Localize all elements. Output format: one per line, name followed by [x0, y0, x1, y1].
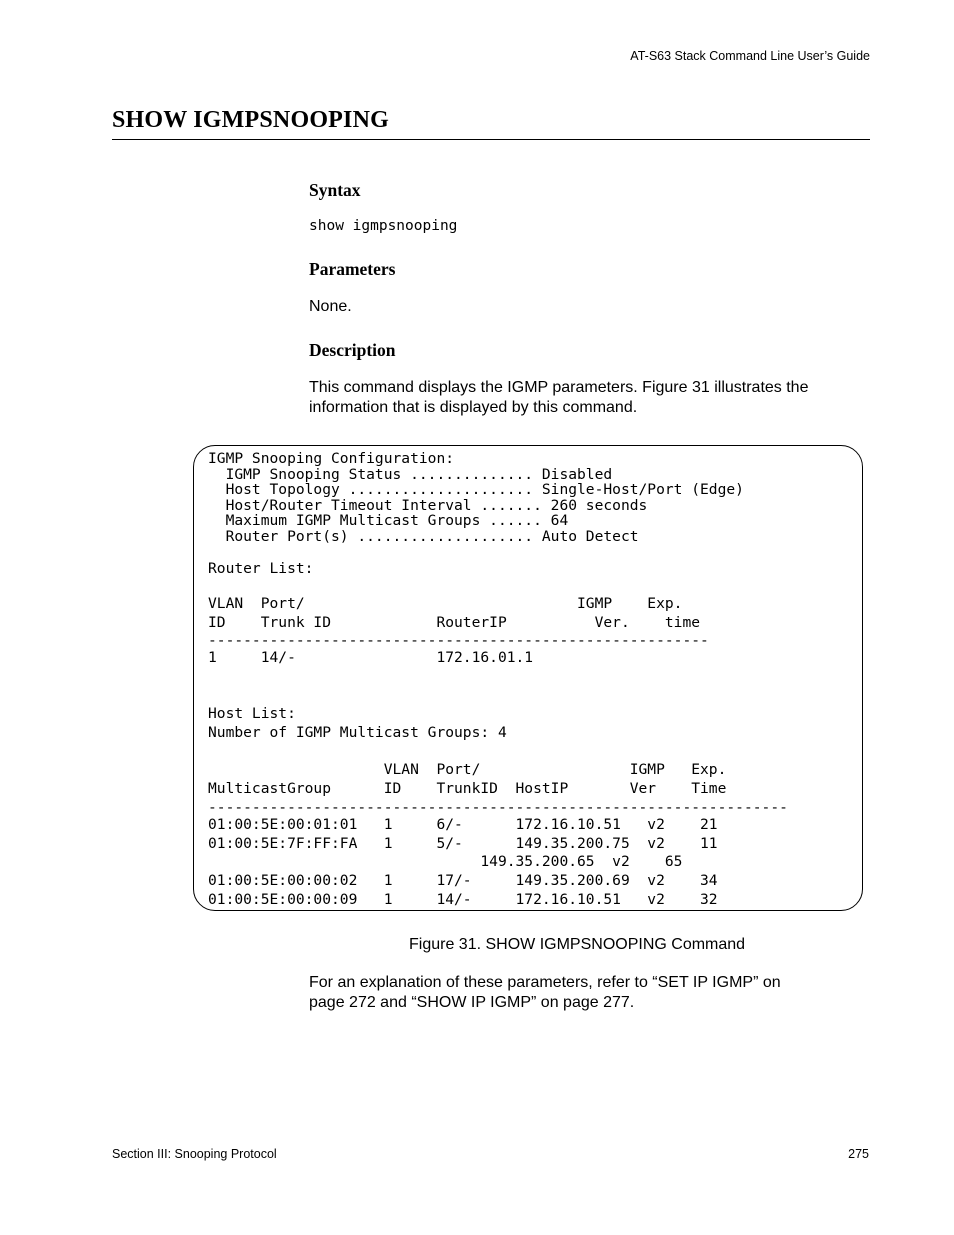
router-table-rows: 1 14/- 172.16.01.1 — [208, 649, 534, 666]
router-list-label: Router List: — [208, 560, 314, 577]
syntax-command: show igmpsnooping — [309, 218, 458, 234]
figure-caption: Figure 31. SHOW IGMPSNOOPING Command — [409, 936, 746, 953]
parameters-text: None. — [309, 298, 352, 315]
description-line-2: information that is displayed by this command. — [309, 399, 638, 416]
host-table-rows: 01:00:5E:00:01:01 1 6/- 172.16.10.51 v2 21 01:00:5E:7F:FF:FA 1 5/- 149.35.200.75 v2 11 149.35.200.65 v2 65 01:00:5E:00:00:02 1 17/- 149.35.200.69 v2 34 01:00:5E:00:00:09 1 14/- 172.16.10.51 v2 32 — [208, 816, 718, 908]
title-rule — [112, 139, 870, 140]
running-header: AT-S63 Stack Command Line User’s Guide — [630, 49, 870, 63]
page-title: SHOW IGMPSNOOPING — [112, 107, 389, 133]
explanation-line-1: For an explanation of these parameters, refer to “SET IP IGMP” on — [309, 974, 781, 991]
host-table-header: VLAN Port/ IGMP Exp. MulticastGroup ID TrunkID HostIP Ver Time ------------------------------------------------------------------ — [208, 761, 788, 816]
description-line-1: This command displays the IGMP parameters. Figure 31 illustrates the — [309, 379, 809, 396]
parameters-heading: Parameters — [309, 259, 396, 279]
router-table-header: VLAN Port/ IGMP Exp. ID Trunk ID RouterIP Ver. time --------------------------------------------------------- — [208, 595, 709, 649]
host-list-label: Host List: Number of IGMP Multicast Groups: 4 — [208, 705, 507, 741]
footer-page-number: 275 — [848, 1147, 869, 1161]
config-block: IGMP Snooping Configuration: IGMP Snooping Status .............. Disabled Host Topology ..................... Single-Host/Port (Edge) Host/Router Timeout Interval ....... 260 seconds Maximum IGMP Multicast Groups ...... 64 Router Port(s) .................... Auto Detect — [208, 450, 744, 545]
syntax-heading: Syntax — [309, 180, 361, 200]
description-heading: Description — [309, 340, 396, 360]
explanation-line-2: page 272 and “SHOW IP IGMP” on page 277. — [309, 994, 635, 1011]
footer-section: Section III: Snooping Protocol — [112, 1147, 277, 1161]
